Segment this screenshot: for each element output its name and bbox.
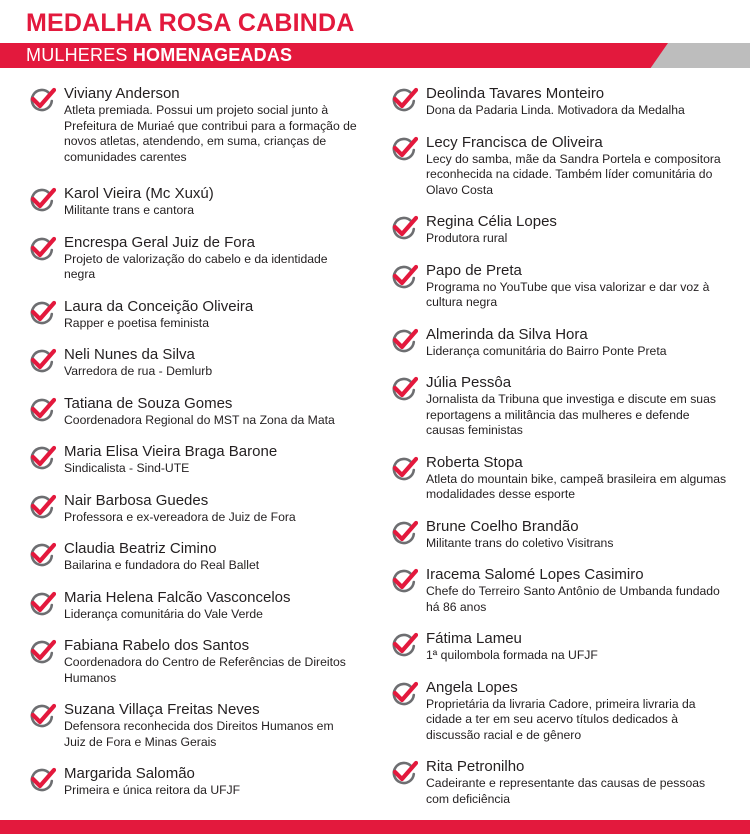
honoree-name: Regina Célia Lopes (426, 213, 557, 230)
honoree-item (28, 443, 358, 477)
honoree-description: Militante trans e cantora (64, 203, 195, 217)
honoree-item (28, 589, 358, 623)
checkmark-icon (28, 187, 56, 213)
honoree-name: Iracema Salomé Lopes Casimiro (426, 566, 644, 583)
honoree-name: Brune Coelho Brandão (426, 517, 579, 535)
honoree-name: Suzana Villaça Freitas Neves (64, 701, 260, 718)
honoree-item (28, 346, 358, 380)
honoree-item (390, 566, 730, 615)
section-banner (0, 43, 750, 68)
honoree-name: Neli Nunes da Silva (64, 346, 195, 363)
checkmark-icon (390, 760, 418, 786)
honoree-item (390, 262, 730, 311)
honoree-item (390, 85, 730, 119)
checkmark-icon (28, 87, 56, 113)
honoree-item (28, 185, 358, 219)
checkmark-icon (390, 328, 418, 354)
honoree-name: Roberta Stopa (426, 453, 523, 471)
checkmark-icon (390, 520, 418, 546)
honoree-item (28, 765, 358, 799)
honoree-description: Sindicalista - Sind-UTE (64, 461, 190, 475)
footer-bar (0, 820, 750, 834)
honoree-name: Laura da Conceição Oliveira (64, 297, 254, 315)
honoree-item (28, 395, 358, 429)
honoree-name: Claudia Beatriz Cimino (64, 540, 217, 557)
banner-heading-bold: HOMENAGEADAS (132, 45, 293, 65)
honoree-name: Angela Lopes (426, 678, 518, 696)
checkmark-icon (28, 542, 56, 568)
honoree-description: Militante trans do coletivo Visitrans (426, 535, 614, 550)
honoree-name: Maria Helena Falcão Vasconcelos (64, 588, 291, 606)
banner-heading-normal: MULHERES (26, 45, 133, 65)
honoree-name: Margarida Salomão (64, 765, 195, 782)
honoree-description: Coordenadora Regional do MST na Zona da Mata (64, 412, 335, 427)
honoree-item (28, 85, 358, 165)
checkmark-icon (28, 494, 56, 520)
honoree-description: Defensora reconhecida dos Direitos Humanos em Juiz de Fora e Minas Gerais (64, 719, 334, 749)
honorees-left-column (28, 85, 358, 799)
honoree-description: Rapper e poetisa feminista (64, 315, 209, 330)
honoree-item (28, 492, 358, 526)
checkmark-icon (390, 136, 418, 162)
honoree-description: Bailarina e fundadora do Real Ballet (64, 558, 260, 572)
honoree-item (390, 679, 730, 744)
honoree-description: Jornalista da Tribuna que investiga e discute em suas reportagens a militância das mulheres e defende causas feministas (426, 392, 716, 437)
honoree-name: Fátima Lameu (426, 630, 522, 647)
checkmark-icon (390, 264, 418, 290)
honoree-item (390, 374, 730, 439)
honoree-item (390, 630, 730, 664)
honoree-name: Maria Elisa Vieira Braga Barone (64, 443, 278, 460)
checkmark-icon (28, 236, 56, 262)
honoree-name: Papo de Preta (426, 261, 522, 279)
checkmark-icon (28, 300, 56, 326)
honoree-item (28, 637, 358, 686)
honoree-item (390, 213, 730, 247)
honoree-item (390, 326, 730, 360)
honoree-name: Júlia Pessôa (426, 374, 512, 391)
checkmark-icon (390, 376, 418, 402)
honoree-description: Coordenadora do Centro de Referências de Direitos Humanos (64, 655, 346, 685)
banner-heading (26, 45, 292, 66)
honoree-description: Liderança comunitária do Vale Verde (64, 606, 263, 621)
honoree-description: Liderança comunitária do Bairro Ponte Preta (426, 343, 667, 358)
honoree-name: Rita Petronilho (426, 758, 525, 775)
honoree-item (390, 454, 730, 503)
honoree-item (28, 701, 358, 750)
page-title: MEDALHA ROSA CABINDA (26, 9, 355, 37)
honoree-description: Cadeirante e representante das causas de pessoas com deficiência (426, 776, 706, 806)
checkmark-icon (390, 568, 418, 594)
honoree-name: Viviany Anderson (64, 85, 180, 102)
honoree-name: Fabiana Rabelo dos Santos (64, 637, 250, 654)
checkmark-icon (390, 87, 418, 113)
honoree-description: Projeto de valorização do cabelo e da identidade negra (64, 251, 328, 281)
honoree-description: Atleta premiada. Possui um projeto social junto à Prefeitura de Muriaé que contribui para a formação de novos atletas, atendendo, em suma, crianças de comunidades carentes (64, 103, 357, 164)
honoree-description: Atleta do mountain bike, campeã brasileira em algumas modalidades desse esporte (426, 471, 727, 501)
checkmark-icon (28, 703, 56, 729)
honoree-description: Varredora de rua - Demlurb (64, 364, 213, 378)
honoree-item (390, 758, 730, 807)
honoree-name: Lecy Francisca de Oliveira (426, 133, 603, 151)
checkmark-icon (390, 632, 418, 658)
honoree-description: Lecy do samba, mãe da Sandra Portela e compositora reconhecida na cidade. Também líder comunitária do Olavo Costa (426, 151, 721, 197)
checkmark-icon (28, 767, 56, 793)
honoree-description: Programa no YouTube que visa valorizar e dar voz à cultura negra (426, 279, 710, 309)
honoree-description: Produtora rural (426, 231, 508, 245)
honoree-name: Deolinda Tavares Monteiro (426, 85, 605, 102)
honoree-name: Tatiana de Souza Gomes (64, 394, 233, 412)
honoree-name: Encrespa Geral Juiz de Fora (64, 233, 255, 251)
honoree-item (390, 134, 730, 199)
honoree-item (390, 518, 730, 552)
honoree-name: Almerinda da Silva Hora (426, 325, 588, 343)
honoree-name: Nair Barbosa Guedes (64, 491, 209, 509)
checkmark-icon (28, 639, 56, 665)
checkmark-icon (390, 681, 418, 707)
honoree-name: Karol Vieira (Mc Xuxú) (64, 185, 214, 202)
honoree-description: 1ª quilombola formada na UFJF (426, 648, 598, 662)
honoree-description: Proprietária da livraria Cadore, primeira livraria da cidade a ter em seu acervo títulos dedicados à discussão racial e de gênero (426, 696, 696, 742)
honoree-description: Chefe do Terreiro Santo Antônio de Umbanda fundado há 86 anos (426, 584, 720, 614)
honoree-description: Professora e ex-vereadora de Juiz de Fora (64, 509, 296, 524)
checkmark-icon (28, 591, 56, 617)
checkmark-icon (28, 348, 56, 374)
honoree-item (28, 298, 358, 332)
honoree-description: Primeira e única reitora da UFJF (64, 783, 241, 797)
checkmark-icon (28, 397, 56, 423)
checkmark-icon (390, 215, 418, 241)
checkmark-icon (390, 456, 418, 482)
honoree-item (28, 540, 358, 574)
checkmark-icon (28, 445, 56, 471)
honorees-right-column (390, 85, 730, 807)
honoree-item (28, 234, 358, 283)
honoree-description: Dona da Padaria Linda. Motivadora da Medalha (426, 103, 685, 117)
